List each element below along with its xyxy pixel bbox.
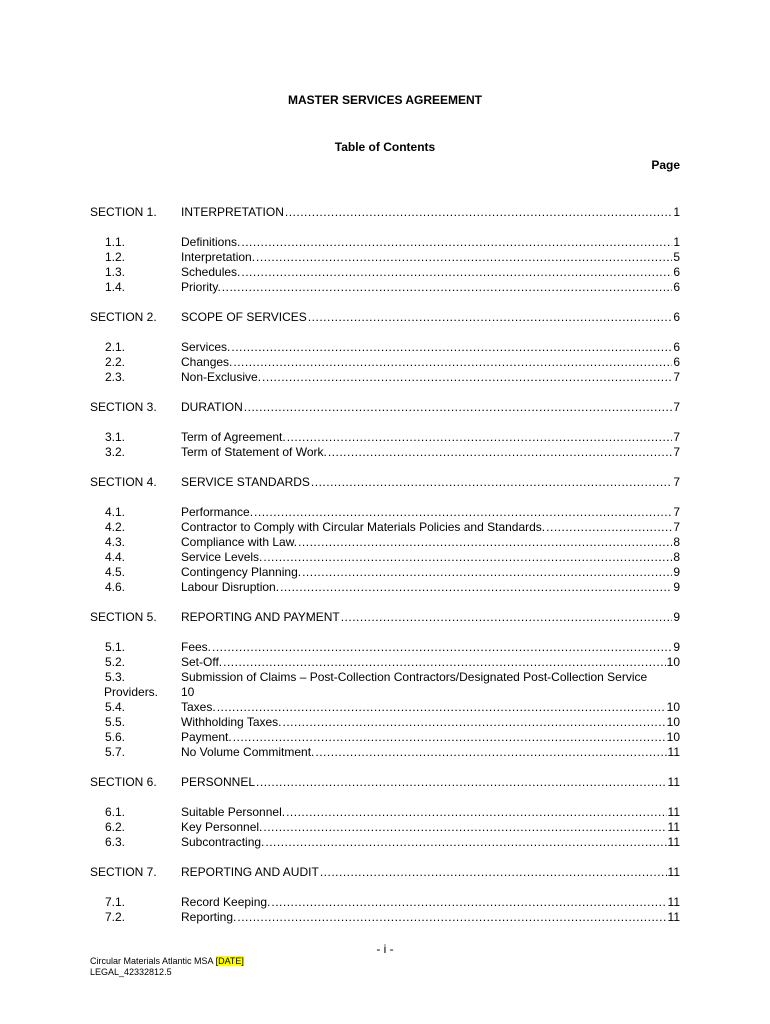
item-number: 5.7. — [105, 745, 126, 759]
item-entry — [181, 340, 680, 355]
dot-leader — [271, 895, 666, 910]
item-number: 5.5. — [105, 715, 126, 729]
item-entry — [181, 430, 680, 445]
section-title: PERSONNEL — [181, 775, 256, 789]
item-page-number: 10 — [666, 730, 680, 744]
item-title: Key Personnel. — [181, 820, 263, 834]
toc-item-row[interactable] — [90, 700, 680, 715]
item-title: Submission of Claims – Post-Collection Contractors/Designated Post-Collection Service — [181, 670, 648, 684]
dot-leader — [265, 835, 666, 850]
item-entry — [181, 730, 680, 745]
section-page-number: 11 — [667, 865, 680, 879]
section-page-number: 1 — [673, 205, 680, 219]
item-entry — [181, 715, 680, 730]
toc-item-row[interactable] — [90, 835, 680, 850]
section-entry — [181, 400, 680, 415]
item-page-number: 9 — [673, 565, 680, 579]
section-title: REPORTING AND PAYMENT — [181, 610, 340, 624]
item-page-number: 11 — [667, 895, 680, 909]
toc-item-row[interactable] — [90, 565, 680, 580]
toc-section-row[interactable] — [90, 865, 680, 880]
item-entry — [181, 580, 680, 595]
item-title: Fees. — [181, 640, 212, 654]
item-number: 7.1. — [105, 895, 126, 909]
section-number: SECTION 2. — [90, 310, 157, 324]
dot-leader — [241, 235, 672, 250]
dot-leader — [341, 610, 673, 625]
section-page-number: 7 — [673, 475, 680, 489]
dot-leader — [298, 535, 672, 550]
item-entry — [181, 565, 680, 580]
item-entry — [181, 550, 680, 565]
item-number: 4.2. — [105, 520, 126, 534]
toc-item-row[interactable] — [90, 745, 680, 760]
item-entry — [181, 520, 680, 535]
item-title: Changes. — [181, 355, 233, 369]
item-page-number: 6 — [673, 355, 680, 369]
item-title: Schedules. — [181, 265, 241, 279]
item-page-number: 9 — [673, 580, 680, 594]
item-page-number: 5 — [673, 250, 680, 264]
item-title: Set-Off. — [181, 655, 223, 669]
item-number: 1.4. — [105, 280, 126, 294]
item-title: Record Keeping. — [181, 895, 271, 909]
item-title: Services. — [181, 340, 231, 354]
toc-item-row[interactable] — [90, 895, 680, 910]
item-title: Payment. — [181, 730, 232, 744]
section-number: SECTION 5. — [90, 610, 157, 624]
item-number: 4.4. — [105, 550, 126, 564]
item-entry — [181, 805, 680, 820]
dot-leader — [256, 250, 672, 265]
item-entry — [181, 655, 680, 670]
item-title: Term of Statement of Work. — [181, 445, 327, 459]
item-number: 5.6. — [105, 730, 126, 744]
toc-item-row[interactable] — [90, 730, 680, 745]
item-page-number: 11 — [667, 805, 680, 819]
toc-item-row[interactable] — [90, 910, 680, 925]
item-entry — [181, 370, 680, 385]
dot-leader — [285, 205, 672, 220]
document-footer — [90, 956, 244, 978]
item-number: 2.3. — [105, 370, 126, 384]
dot-leader — [302, 565, 672, 580]
item-page-number: 11 — [667, 745, 680, 759]
dot-leader — [231, 340, 672, 355]
item-page-number: 1 — [673, 235, 680, 249]
item-entry — [181, 835, 680, 850]
dot-leader — [223, 655, 666, 670]
dot-leader — [283, 715, 666, 730]
item-title: Taxes. — [181, 700, 216, 714]
item-number: 3.1. — [105, 430, 126, 444]
item-title: Non-Exclusive. — [181, 370, 262, 384]
item-number: 2.1. — [105, 340, 126, 354]
item-title: Term of Agreement. — [181, 430, 286, 444]
table-of-contents — [90, 205, 680, 925]
dot-leader — [311, 475, 672, 490]
item-number: 4.1. — [105, 505, 126, 519]
item-page-number: 11 — [667, 910, 680, 924]
item-title: Contingency Planning. — [181, 565, 302, 579]
item-title: Withholding Taxes. — [181, 715, 282, 729]
toc-item-row[interactable] — [90, 235, 680, 250]
item-number: 1.3. — [105, 265, 126, 279]
item-entry — [181, 745, 680, 760]
section-number: SECTION 3. — [90, 400, 157, 414]
item-title: Service Levels. — [181, 550, 263, 564]
dot-leader — [212, 640, 672, 655]
toc-item-row[interactable] — [90, 580, 680, 595]
section-entry — [181, 775, 680, 790]
item-page-number: 10 — [181, 685, 195, 699]
dot-leader — [237, 910, 666, 925]
section-page-number: 11 — [667, 775, 680, 789]
item-page-number: 7 — [673, 445, 680, 459]
dot-leader — [546, 520, 672, 535]
item-entry — [181, 895, 680, 910]
section-title: REPORTING AND AUDIT — [181, 865, 319, 879]
item-title: Compliance with Law. — [181, 535, 298, 549]
section-page-number: 6 — [673, 310, 680, 324]
item-number: 5.2. — [105, 655, 126, 669]
item-entry — [181, 910, 680, 925]
section-number: SECTION 7. — [90, 865, 157, 879]
item-title: Reporting. — [181, 910, 237, 924]
toc-section-row[interactable] — [90, 310, 680, 325]
dot-leader — [233, 355, 672, 370]
item-title: Subcontracting. — [181, 835, 265, 849]
toc-item-row[interactable] — [90, 820, 680, 835]
item-entry — [181, 640, 680, 655]
dot-leader — [244, 400, 673, 415]
section-title: SERVICE STANDARDS — [181, 475, 310, 489]
section-number: SECTION 6. — [90, 775, 157, 789]
item-page-number: 7 — [673, 430, 680, 444]
toc-section-row[interactable] — [90, 400, 680, 415]
item-page-number: 10 — [666, 715, 680, 729]
dot-leader — [217, 700, 666, 715]
item-number: 3.2. — [105, 445, 126, 459]
section-entry — [181, 865, 680, 880]
item-entry — [181, 670, 680, 700]
item-number-block — [90, 670, 181, 700]
toc-section-row[interactable] — [90, 205, 680, 220]
item-number: 7.2. — [105, 910, 126, 924]
item-title: Labour Disruption. — [181, 580, 280, 594]
toc-item-row[interactable] — [90, 280, 680, 295]
toc-item-row[interactable] — [90, 655, 680, 670]
item-number: 1.1. — [105, 235, 126, 249]
dot-leader — [286, 805, 666, 820]
section-page-number: 7 — [673, 400, 680, 414]
item-number: 5.1. — [105, 640, 126, 654]
item-title: Definitions. — [181, 235, 241, 249]
toc-item-row[interactable] — [90, 265, 680, 280]
toc-item-row[interactable] — [90, 535, 680, 550]
toc-item-row[interactable] — [90, 715, 680, 730]
item-title: Priority. — [181, 280, 221, 294]
item-title: Suitable Personnel. — [181, 805, 286, 819]
item-number: 5.4. — [105, 700, 126, 714]
item-entry — [181, 535, 680, 550]
footer-doc-name: Circular Materials Atlantic MSA — [90, 956, 214, 966]
section-title: DURATION — [181, 400, 243, 414]
toc-item-row[interactable] — [90, 505, 680, 520]
dot-leader — [256, 775, 667, 790]
section-title: SCOPE OF SERVICES — [181, 310, 307, 324]
item-title: Contractor to Comply with Circular Materials Policies and Standards. — [181, 520, 546, 534]
section-number: SECTION 4. — [90, 475, 157, 489]
item-page-number: 10 — [666, 655, 680, 669]
page-number: - i - — [376, 942, 394, 956]
item-entry — [181, 445, 680, 460]
item-entry — [181, 280, 680, 295]
item-page-number: 7 — [673, 520, 680, 534]
item-page-number: 8 — [673, 535, 680, 549]
dot-leader — [287, 430, 673, 445]
dot-leader — [328, 445, 672, 460]
toc-item-row[interactable] — [90, 355, 680, 370]
item-title: Interpretation. — [181, 250, 256, 264]
toc-item-row[interactable] — [90, 640, 680, 655]
toc-item-row[interactable] — [90, 430, 680, 445]
document-title: MASTER SERVICES AGREEMENT — [287, 93, 483, 107]
dot-leader — [254, 505, 672, 520]
toc-item-row[interactable] — [90, 550, 680, 565]
section-entry — [181, 310, 680, 325]
item-page-number: 6 — [673, 340, 680, 354]
dot-leader — [263, 820, 666, 835]
item-page-number: 11 — [667, 835, 680, 849]
item-page-number: 8 — [673, 550, 680, 564]
item-title: No Volume Commitment. — [181, 745, 315, 759]
dot-leader — [315, 745, 666, 760]
item-page-number: 7 — [673, 505, 680, 519]
item-entry — [181, 235, 680, 250]
item-number: 4.3. — [105, 535, 126, 549]
item-page-number: 7 — [673, 370, 680, 384]
toc-item-row[interactable] — [90, 805, 680, 820]
item-entry — [181, 355, 680, 370]
toc-item-row[interactable] — [90, 250, 680, 265]
section-entry — [181, 475, 680, 490]
item-number: 1.2. — [105, 250, 126, 264]
toc-item-row[interactable] — [90, 445, 680, 460]
section-number: SECTION 1. — [90, 205, 157, 219]
page-column-header: Page — [651, 158, 680, 172]
item-number: 6.3. — [105, 835, 126, 849]
item-entry — [181, 700, 680, 715]
item-number-continued: Providers. — [104, 685, 159, 699]
toc-section-row[interactable] — [90, 475, 680, 490]
footer-doc-line — [90, 956, 244, 967]
item-number: 4.6. — [105, 580, 126, 594]
item-page-number: 10 — [666, 700, 680, 714]
item-number: 2.2. — [105, 355, 126, 369]
toc-item-row[interactable] — [90, 520, 680, 535]
dot-leader — [233, 730, 666, 745]
dot-leader — [280, 580, 672, 595]
section-title: INTERPRETATION — [181, 205, 284, 219]
item-entry — [181, 505, 680, 520]
dot-leader — [308, 310, 673, 325]
dot-leader — [263, 550, 672, 565]
toc-section-row[interactable] — [90, 610, 680, 625]
date-placeholder: [DATE] — [215, 956, 244, 966]
section-entry — [181, 205, 680, 220]
item-number: 6.2. — [105, 820, 126, 834]
item-page-number: 11 — [667, 820, 680, 834]
item-number: 6.1. — [105, 805, 126, 819]
section-page-number: 9 — [673, 610, 680, 624]
toc-section-row[interactable] — [90, 775, 680, 790]
item-page-number: 9 — [673, 640, 680, 654]
item-number: 5.3. — [105, 670, 126, 684]
item-title: Performance. — [181, 505, 254, 519]
toc-item-row[interactable] — [90, 370, 680, 385]
toc-item-row[interactable] — [90, 340, 680, 355]
dot-leader — [262, 370, 672, 385]
item-entry — [181, 820, 680, 835]
item-page-number: 6 — [673, 280, 680, 294]
item-page-number: 6 — [673, 265, 680, 279]
item-number: 4.5. — [105, 565, 126, 579]
dot-leader — [222, 280, 673, 295]
item-entry — [181, 250, 680, 265]
toc-item-row[interactable] — [90, 670, 680, 700]
item-entry — [181, 265, 680, 280]
dot-leader — [241, 265, 672, 280]
section-entry — [181, 610, 680, 625]
dot-leader — [320, 865, 667, 880]
footer-doc-id: LEGAL_42332812.5 — [90, 967, 172, 977]
toc-title: Table of Contents — [334, 140, 436, 154]
